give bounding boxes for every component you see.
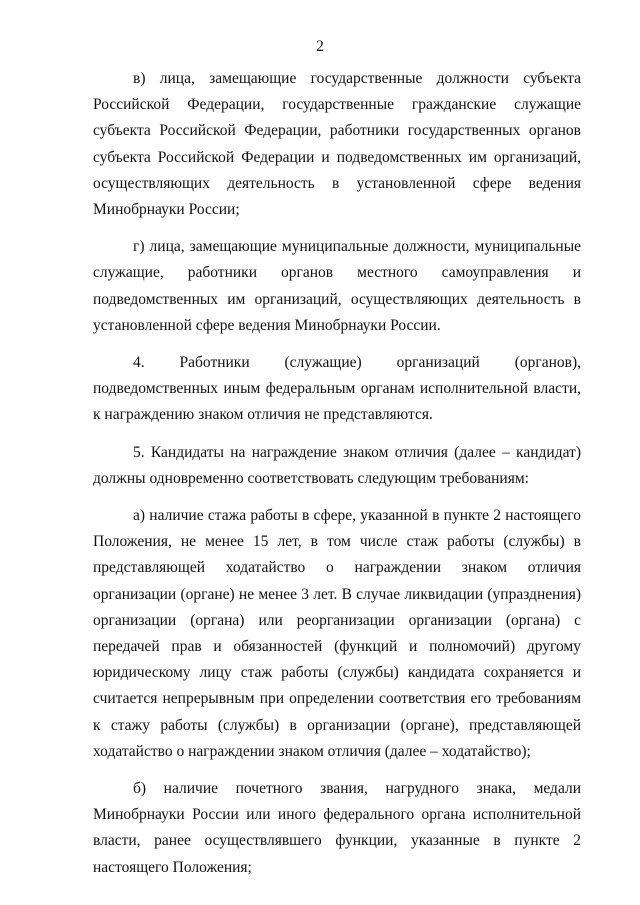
paragraph-g: г) лица, замещающие муниципальные должности, муниципальные служащие, работники органов местного самоуправления и подведомственных им организаций, осуществляющих деятельность в установленной сфере ведения Минобрнауки России. xyxy=(93,238,581,334)
paragraph-b: б) наличие почетного звания, нагрудного знака, медали Минобрнауки России или иного федерального органа исполнительной власти, ранее осуществлявшего функции, указанные в пункте 2 настоящего Положения; xyxy=(93,780,581,876)
page-number: 2 xyxy=(316,38,324,55)
paragraph-a: а) наличие стажа работы в сфере, указанной в пункте 2 настоящего Положения, не менее 15 лет, в том числе стаж работы (службы) в представляющей ходатайство о награждении знаком отличия организации (органе) не менее 3 лет. В случае ликвидации (упразднения) организации (органа) или реорганизации организации (органа) с передачей прав и обязанностей (функций и полномочий) другому юридическому лицу стаж работы (службы) кандидата сохраняется и считается непрерывным при определении соответствия его требованиям к стажу работы (службы) в организации (органе), представляющей ходатайство о награждении знаком отличия (далее – ходатайство); xyxy=(93,507,581,760)
document-body xyxy=(93,66,581,892)
paragraph-4: 4. Работники (служащие) организаций (органов), подведомственных иным федеральным органам исполнительной власти, к награждению знаком отличия не представляются. xyxy=(93,354,581,424)
paragraph-v: в) лица, замещающие государственные должности субъекта Российской Федерации, государственные гражданские служащие субъекта Российской Федерации, работники государственных органов субъекта Российской Федерации и подведомственных им организаций, осуществляющих деятельность в установленной сфере ведения Минобрнауки России; xyxy=(93,70,581,219)
paragraph-5: 5. Кандидаты на награждение знаком отличия (далее – кандидат) должны одновременно соответствовать следующим требованиям: xyxy=(93,443,581,487)
